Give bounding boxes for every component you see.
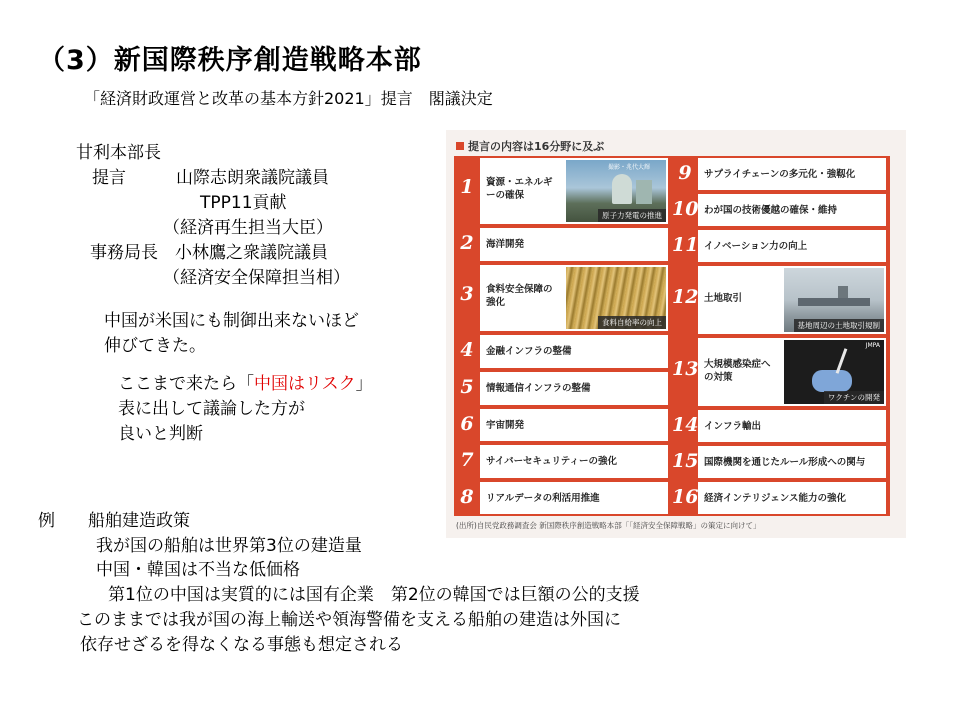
field-number: 13 (672, 358, 699, 380)
field-box (698, 482, 886, 514)
field-label: 大規模感染症への対策 (704, 359, 771, 383)
nuclear-plant-photo (566, 160, 666, 222)
field-box (698, 446, 886, 478)
field-item-11 (672, 228, 890, 264)
field-box (698, 194, 886, 226)
example-line: 中国・韓国は不当な低価格 (96, 560, 300, 580)
field-label: わが国の技術優越の確保・維持 (704, 205, 838, 216)
field-box (480, 158, 668, 224)
field-item-6 (454, 407, 672, 443)
photo-credit: 撮影・兆代大輝 (608, 164, 651, 171)
example-label: 例 (38, 511, 55, 531)
tpp-contribution: TPP11貢献 (200, 193, 287, 213)
source-note: (出所)自民党政務調査会 新国際秩序創造戦略本部「「経済安全保障戦略」の策定に向けて」 (456, 521, 761, 530)
field-box (480, 445, 668, 478)
note2-line3: 良いと判断 (118, 424, 203, 444)
field-box (480, 335, 668, 368)
left-column (454, 156, 672, 516)
ship-tower-shape (838, 286, 848, 298)
field-item-7 (454, 443, 672, 480)
field-number: 14 (672, 414, 699, 436)
proposal-label: 提言 (92, 168, 126, 188)
example-line: 第1位の中国は実質的には国有企業 第2位の韓国では巨額の公的支援 (108, 585, 640, 605)
note2-suffix: 」 (355, 374, 373, 394)
field-box (480, 409, 668, 441)
subtitle: 「経済財政運営と改革の基本方針2021」提言 閣議決定 (84, 89, 493, 108)
field-item-8 (454, 480, 672, 516)
role-economic-security: （経済安全保障担当相） (163, 268, 350, 288)
field-number: 7 (460, 449, 474, 471)
field-box (480, 482, 668, 514)
policy-fields-infographic (446, 130, 906, 538)
field-number: 15 (672, 450, 699, 472)
field-item-3 (454, 263, 672, 333)
note2-line1 (118, 372, 373, 396)
role-economic-revitalization: （経済再生担当大臣） (163, 218, 333, 238)
field-label: リアルデータの利活用推進 (486, 493, 600, 504)
chief-label: 甘利本部長 (76, 143, 161, 163)
field-number: 16 (672, 486, 699, 508)
field-label: 食料安全保障の強化 (486, 284, 553, 308)
note1-line2: 伸びてきた。 (104, 336, 206, 356)
note2-line2: 表に出して議論した方が (118, 399, 305, 419)
reactor-dome-shape (612, 174, 632, 204)
field-box (698, 158, 886, 190)
reactor-building-shape (636, 180, 652, 204)
field-number: 8 (460, 486, 474, 508)
field-box (698, 338, 886, 406)
field-item-9 (672, 156, 890, 192)
gloved-hand-shape (812, 370, 852, 392)
field-box (480, 372, 668, 405)
example-line: 依存せざるを得なくなる事態も想定される (80, 635, 403, 655)
square-bullet-icon (456, 142, 464, 150)
page-title: （3）新国際秩序創造戦略本部 (38, 45, 422, 76)
field-number: 1 (460, 176, 474, 198)
infographic-header-text: 提言の内容は16分野に及ぶ (468, 140, 605, 153)
photo-credit: JMPA (865, 342, 880, 349)
field-label: 国際機関を通じたルール形成への関与 (704, 457, 866, 468)
field-item-1 (454, 156, 672, 226)
field-item-15 (672, 444, 890, 480)
photo-caption: 食料自給率の向上 (598, 316, 666, 329)
china-risk-highlight: 中国はリスク (254, 374, 356, 394)
field-label: サイバーセキュリティーの強化 (486, 456, 618, 467)
field-label: インフラ輸出 (704, 421, 762, 432)
note1-line1: 中国が米国にも制御出来ないほど (104, 311, 359, 331)
proposal-name: 山際志朗衆議院議員 (176, 168, 329, 188)
field-item-13 (672, 336, 890, 408)
field-item-14 (672, 408, 890, 444)
right-column (672, 156, 890, 516)
field-label: 宇宙開発 (486, 420, 525, 431)
field-item-10 (672, 192, 890, 228)
field-label: 経済インテリジェンス能力の強化 (704, 493, 847, 504)
example-line: 我が国の船舶は世界第3位の建造量 (96, 536, 362, 556)
note2-prefix: ここまで来たら「 (118, 374, 254, 394)
field-number: 6 (460, 413, 474, 435)
field-box (480, 265, 668, 331)
field-label: 金融インフラの整備 (486, 346, 572, 357)
secretariat-general: 事務局長 小林鷹之衆議院議員 (90, 243, 328, 263)
ship-hull-shape (798, 298, 870, 306)
field-number: 5 (460, 376, 474, 398)
field-item-2 (454, 226, 672, 263)
photo-caption: 原子力発電の推進 (598, 209, 666, 222)
field-item-5 (454, 370, 672, 407)
field-box (698, 410, 886, 442)
photo-caption: 基地周辺の土地取引規制 (794, 319, 885, 332)
field-label: 海洋開発 (486, 239, 525, 250)
field-number: 3 (460, 283, 474, 305)
photo-caption: ワクチンの開発 (824, 391, 884, 404)
vaccine-photo (784, 340, 884, 404)
field-label: 情報通信インフラの整備 (486, 383, 591, 394)
field-item-16 (672, 480, 890, 516)
field-label: 資源・エネルギーの確保 (486, 177, 553, 201)
field-box (480, 228, 668, 261)
rice-field-photo (566, 267, 666, 329)
field-box (698, 230, 886, 262)
naval-ship-photo (784, 268, 884, 332)
field-box (698, 266, 886, 334)
field-item-4 (454, 333, 672, 370)
field-label: サプライチェーンの多元化・強靱化 (704, 169, 856, 180)
field-number: 11 (672, 234, 699, 256)
field-item-12 (672, 264, 890, 336)
field-number: 4 (460, 339, 474, 361)
field-number: 10 (672, 198, 699, 220)
example-topic: 船舶建造政策 (88, 511, 190, 531)
field-number: 12 (672, 286, 699, 308)
field-label: 土地取引 (704, 293, 743, 304)
field-label: イノベーション力の向上 (704, 241, 808, 252)
field-number: 2 (460, 232, 474, 254)
example-line: このままでは我が国の海上輸送や領海警備を支える船舶の建造は外国に (77, 610, 621, 630)
infographic-header (456, 138, 604, 154)
field-number: 9 (678, 162, 692, 184)
